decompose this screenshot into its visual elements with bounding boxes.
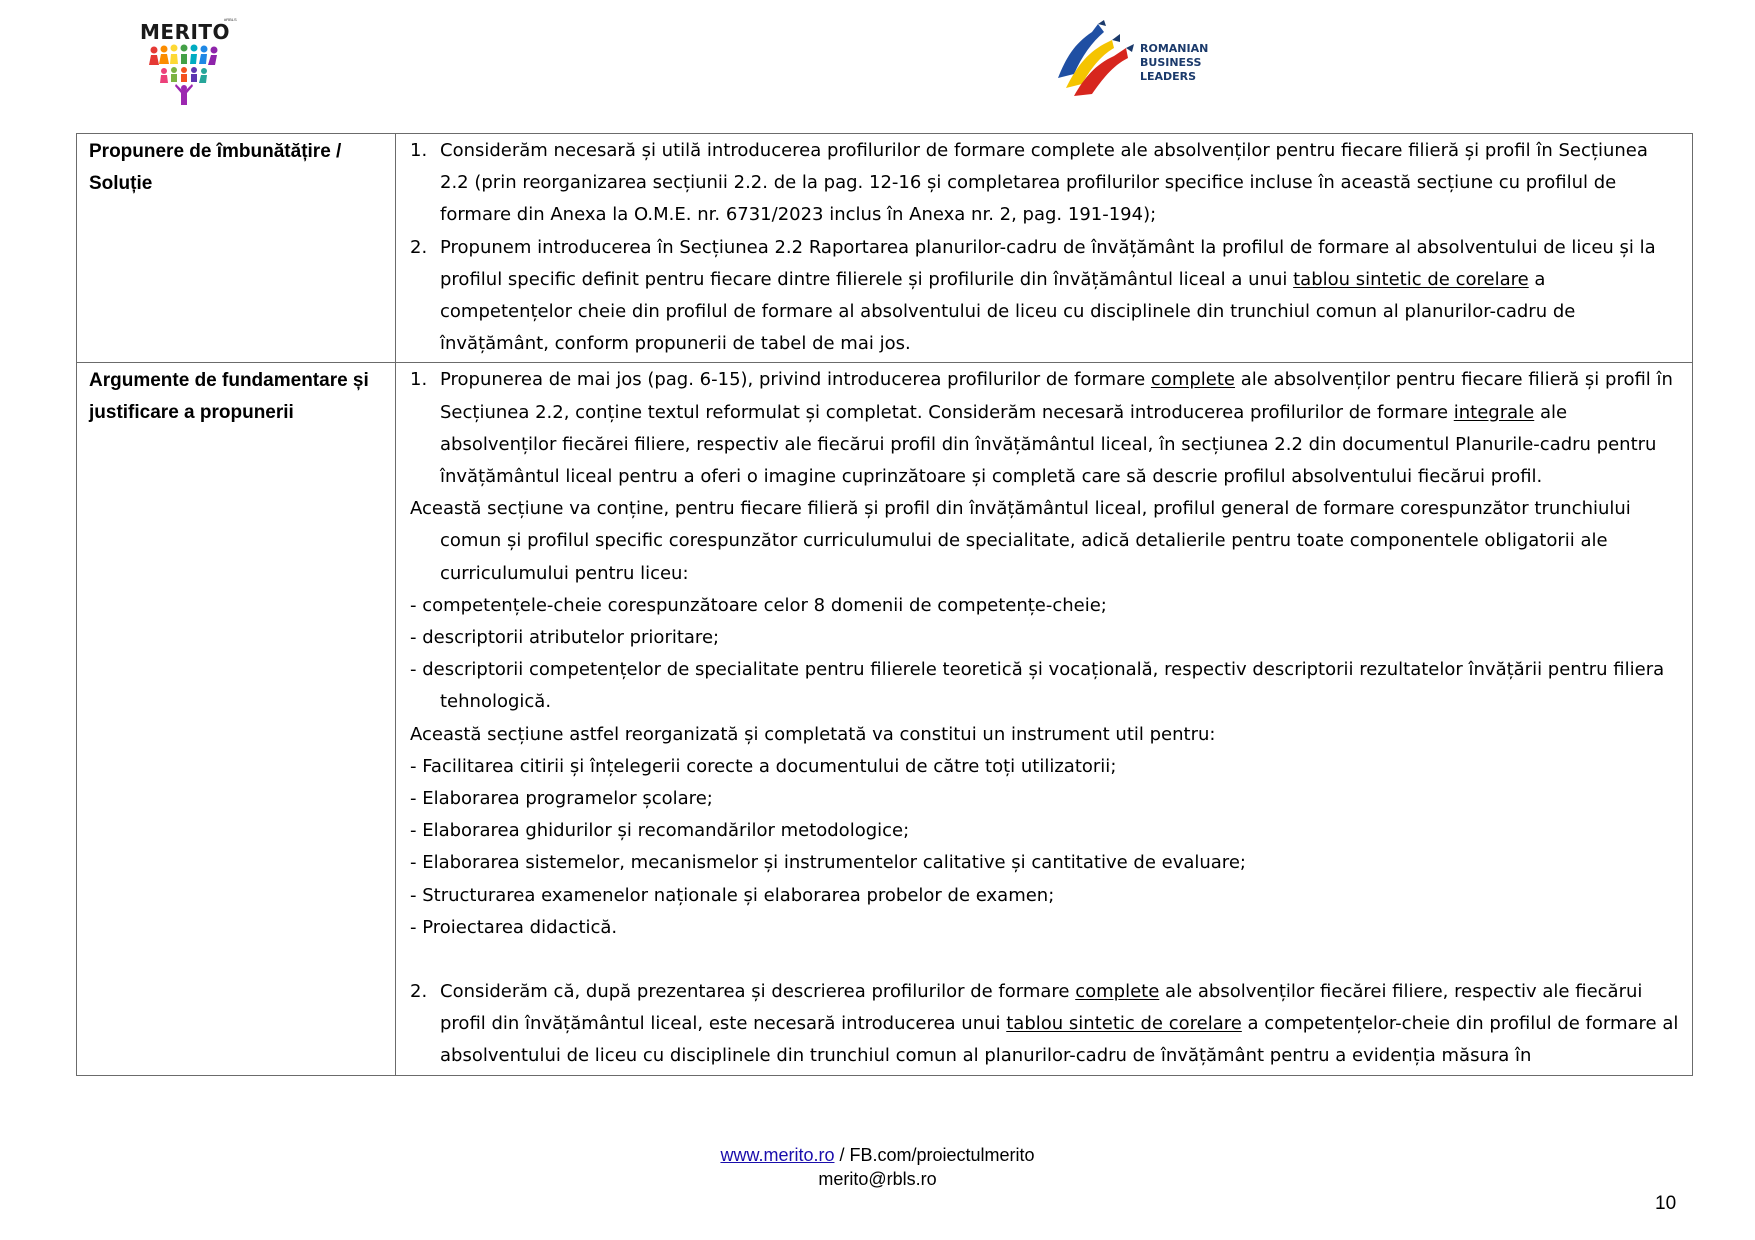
item-number: 1. <box>410 369 428 391</box>
item-text: a competențelor cheie din profilul de formare al absolventului de liceu cu disciplinele din trunchiul comun al planurilor-cadru de învățământ, conform propunerii de tabel de mai jos. <box>440 268 1576 355</box>
footer <box>0 1143 1755 1191</box>
merito-logo <box>140 18 240 108</box>
dash-item: - Elaborarea programelor școlare; <box>410 788 713 810</box>
item-text: Propunem introducerea în Secțiunea 2.2 Raportarea planurilor-cadru de învățământ la profilul de formare al absolventului de liceu și la profilul specific definit pentru fiecare dintre filierele și profilurile din învățământul liceal a unui <box>440 236 1656 290</box>
paragraph: Această secțiune va conține, pentru fiecare filieră și profil din învățământul liceal, profilul general de formare corespunzător trunchiului comun și profilul specific corespunzător curriculumului de specialitate, adică detalierile pentru toate componentele obligatorii ale curriculumului pentru liceu: <box>410 498 1631 584</box>
dash-item: - competențele-cheie corespunzătoare celor 8 domenii de competențe-cheie; <box>410 594 1107 616</box>
rbl-logo-line: BUSINESS <box>1140 56 1202 69</box>
rbl-logo-text <box>1140 42 1208 84</box>
row-content-proposal <box>396 134 1693 363</box>
item-text: ale absolvenților pentru fiecare filieră și profil în Secțiunea 2.2, conține textul reformulat și completat. Considerăm necesară introducerea profilurilor de formare <box>440 369 1673 423</box>
item-text: Considerăm că, după prezentarea și descrierea profilurilor de formare <box>440 981 1076 1003</box>
item-text: Propunerea de mai jos (pag. 6-15), privind introducerea profilurilor de formare <box>440 369 1151 391</box>
item-text: Considerăm necesară și utilă introducerea profilurilor de formare complete ale absolvenților pentru fiecare filieră și profil în Secțiunea 2.2 (prin reorganizarea secțiunii 2.2. de la pag. 12-16 și completarea profilurilor specifice incluse în această secțiune cu profilul de formare din Anexa la O.M.E. nr. 6731/2023 inclus în Anexa nr. 2, pag. 191-194); <box>440 140 1648 226</box>
item-number: 2. <box>410 981 428 1003</box>
spacer <box>410 944 1682 976</box>
row-label-arguments: Argumente de fundamentare și justificare a propunerii <box>77 363 396 1075</box>
list-item <box>410 232 1682 361</box>
dash-item: - Elaborarea sistemelor, mecanismelor și instrumentelor calitative și cantitative de evaluare; <box>410 852 1246 874</box>
footer-email: merito@rbls.ro <box>818 1169 937 1189</box>
item-text: a competențelor-cheie din profilul de formare al absolventului de liceu cu disciplinele din trunchiul comun al planurilor-cadru de învățământ pentru a evidenția măsura în <box>440 1013 1679 1067</box>
table-row <box>77 134 1693 363</box>
item-number: 2. <box>410 236 428 258</box>
page-number: 10 <box>1655 1193 1677 1214</box>
underlined-term: integrale <box>1453 401 1535 423</box>
underlined-term: tablou sintetic de corelare <box>1006 1013 1242 1035</box>
dash-item: - descriptorii competențelor de specialitate pentru filierele teoretică și vocațională, respectiv descriptorii rezultatelor învățării pentru filiera tehnologică. <box>410 659 1665 713</box>
merito-logo-sub: #RBLS <box>224 17 237 22</box>
paragraph: Această secțiune astfel reorganizată și completată va constitui un instrument util pentru: <box>410 723 1216 745</box>
underlined-term: tablou sintetic de corelare <box>1293 268 1529 290</box>
merito-people-icon <box>148 44 232 106</box>
underlined-term: complete <box>1150 369 1235 391</box>
list-item <box>410 976 1682 1073</box>
row-content-arguments <box>396 363 1693 1075</box>
dash-item: - Proiectarea didactică. <box>410 916 618 938</box>
list-item <box>410 364 1682 493</box>
rbl-logo-line: LEADERS <box>1140 70 1197 83</box>
underlined-term: complete <box>1075 981 1160 1003</box>
dash-item: - Elaborarea ghidurilor și recomandărilor metodologice; <box>410 820 910 842</box>
dash-item: - Facilitarea citirii și înțelegerii corecte a documentului de către toți utilizatorii; <box>410 755 1117 777</box>
footer-links <box>0 1143 1755 1167</box>
facebook-text: / FB.com/proiectulmerito <box>834 1145 1035 1165</box>
rbl-flag-icon <box>1052 18 1142 103</box>
item-number: 1. <box>410 140 428 161</box>
dash-item: - descriptorii atributelor prioritare; <box>410 627 720 649</box>
item-text: ale absolvenților fiecărei filiere, respectiv ale fiecărui profil din învățământul liceal, este necesară introducerea unui <box>440 981 1643 1035</box>
romanian-business-leaders-logo <box>1052 18 1232 103</box>
dash-item: - Structurarea examenelor naționale și elaborarea probelor de examen; <box>410 884 1055 906</box>
list-item <box>410 135 1682 232</box>
proposal-table <box>76 133 1693 1076</box>
item-text: ale absolvenților fiecărei filiere, respectiv ale fiecărui profil din învățământul liceal, în secțiunea 2.2 din documentul Planurile-cadru pentru învățământul liceal pentru a oferi o imagine cuprinzătoare și completă care să descrie profilul absolventului fiecărui profil. <box>440 401 1657 488</box>
rbl-logo-line: ROMANIAN <box>1140 42 1209 55</box>
website-link[interactable]: www.merito.ro <box>720 1145 835 1165</box>
merito-logo-text: MERITO <box>140 20 231 44</box>
table-row <box>77 363 1693 1075</box>
row-label-proposal: Propunere de îmbunătățire / Soluție <box>77 134 396 363</box>
